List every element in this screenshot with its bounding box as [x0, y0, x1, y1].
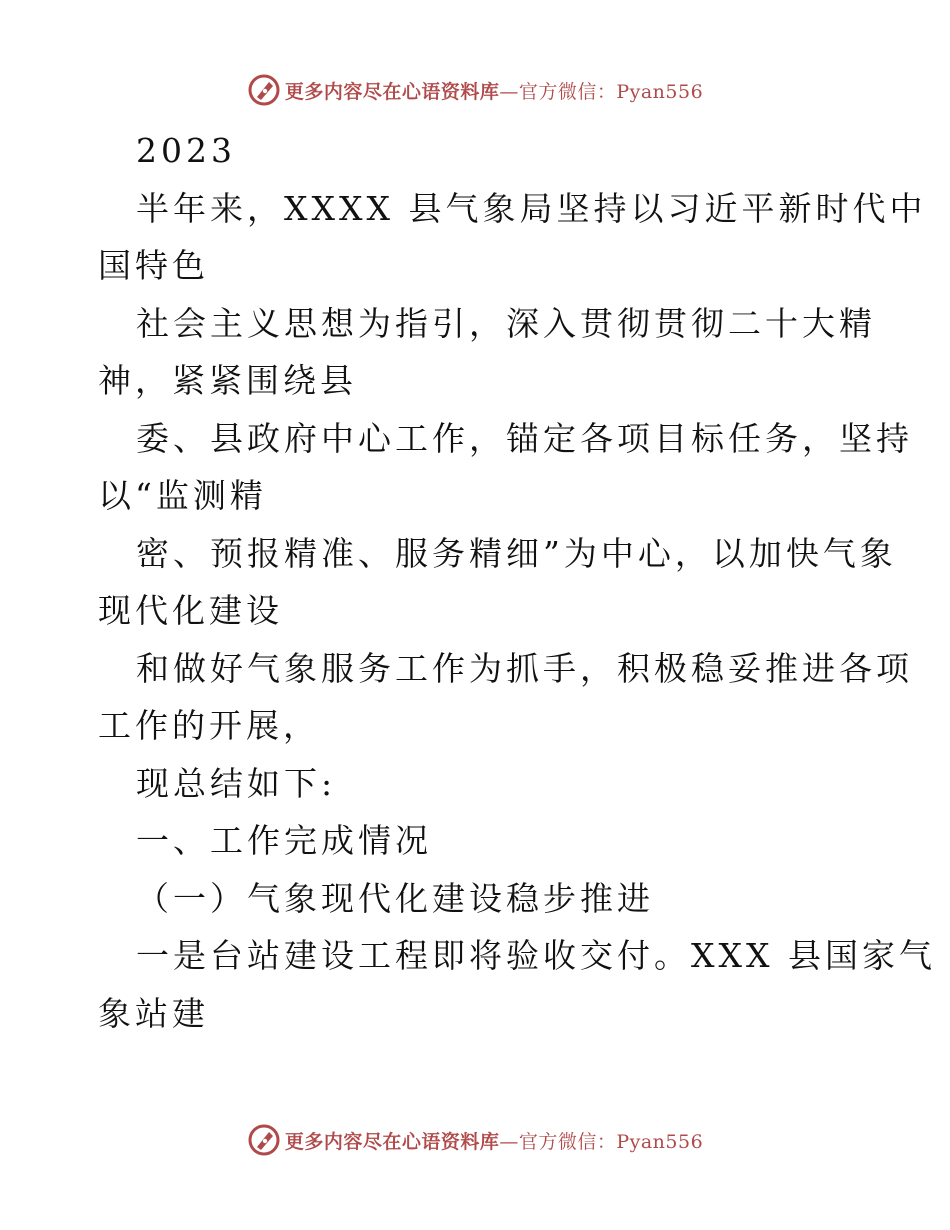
section-heading: 一、工作完成情况	[136, 821, 432, 860]
text-line: 一是台站建设工程即将验收交付。XXX 县国家气	[136, 936, 936, 975]
text-line: 半年来，XXXX 县气象局坚持以习近平新时代中	[136, 188, 927, 228]
pen-nib-icon	[247, 73, 281, 107]
footer-watermark	[0, 1120, 950, 1160]
text-line: 2023	[136, 131, 236, 170]
text-line: 密、预报精准、服务精细”为中心，以加快气象	[136, 533, 897, 573]
text-line: 工作的开展，	[98, 706, 320, 745]
watermark-separator: —	[499, 80, 519, 103]
watermark-main-text: 更多内容尽在心语资料库	[284, 1130, 500, 1153]
pen-nib-icon	[247, 1123, 281, 1157]
text-line: 国特色	[98, 246, 209, 285]
text-line: 象站建	[98, 993, 209, 1033]
watermark-wechat-text: 官方微信：Pyan556	[518, 80, 704, 103]
text-line: 社会主义思想为指引，深入贯彻贯彻二十大精	[136, 303, 876, 343]
text-line: 现代化建设	[98, 591, 283, 630]
document-body	[98, 122, 936, 1042]
watermark-main-text: 更多内容尽在心语资料库	[284, 80, 500, 103]
watermark-separator: —	[499, 1130, 519, 1153]
watermark-wechat-text: 官方微信：Pyan556	[518, 1130, 704, 1153]
subsection-heading: （一）气象现代化建设稳步推进	[136, 878, 654, 918]
text-line: 委、县政府中心工作，锚定各项目标任务，坚持	[136, 418, 913, 458]
text-line: 以“监测精	[98, 476, 267, 515]
text-line: 和做好气象服务工作为抓手，积极稳妥推进各项	[136, 648, 913, 688]
header-watermark	[0, 70, 950, 110]
text-line: 现总结如下:	[136, 763, 337, 803]
text-line: 神，紧紧围绕县	[98, 361, 357, 400]
